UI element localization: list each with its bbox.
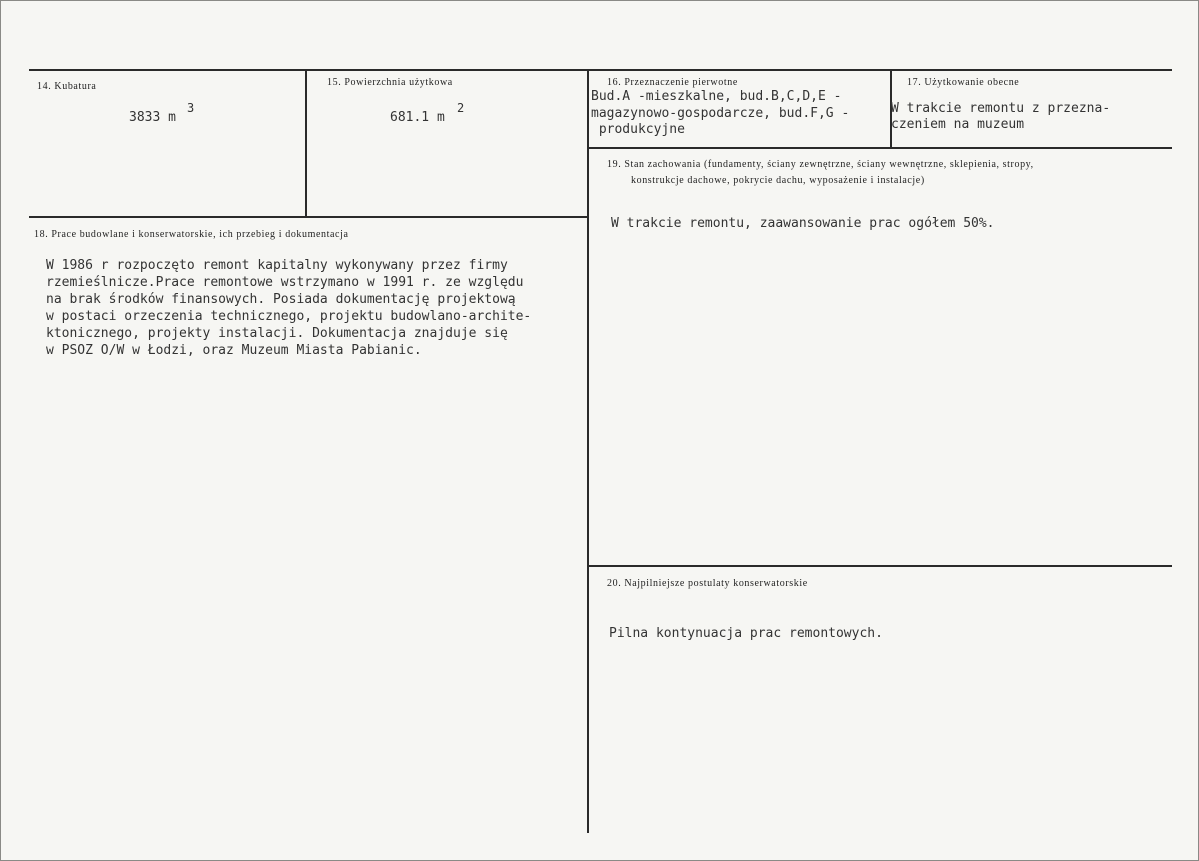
field-17-label: 17. Użytkowanie obecne [907, 77, 1020, 88]
field-16-label: 16. Przeznaczenie pierwotne [607, 77, 738, 88]
field-20-label: 20. Najpilniejsze postulaty konserwatorskie [607, 578, 808, 589]
main-column-divider [587, 69, 589, 833]
field-15-value: 681.1 m [390, 110, 445, 125]
field-16-line-2: magazynowo-gospodarcze, bud.F,G - [591, 106, 850, 121]
field-14-label: 14. Kubatura [37, 81, 97, 92]
rule-above-20 [589, 565, 1172, 567]
field-19-label-line-2: konstrukcje dachowe, pokrycie dachu, wyposażenie i instalacje) [631, 175, 925, 186]
field-18-line-3: na brak środków finansowych. Posiada dokumentację projektową [46, 292, 516, 307]
field-18-line-5: ktonicznego, projekty instalacji. Dokumentacja znajduje się [46, 326, 508, 341]
field-15-label: 15. Powierzchnia użytkowa [327, 77, 453, 88]
field-18-label: 18. Prace budowlane i konserwatorskie, ich przebieg i dokumentacja [34, 229, 349, 240]
rule-below-16-17 [589, 147, 1172, 149]
top-rule [29, 69, 1172, 71]
field-15-superscript: 2 [457, 101, 465, 115]
field-19-value: W trakcie remontu, zaawansowanie prac ogółem 50%. [611, 216, 995, 231]
field-17-line-2: czeniem na muzeum [891, 117, 1025, 132]
field-18-line-4: w postaci orzeczenia technicznego, projektu budowlano-archite- [46, 309, 532, 324]
field-19-label-line-1: 19. Stan zachowania (fundamenty, ściany zewnętrzne, ściany wewnętrzne, sklepienia, stropy, [607, 159, 1034, 170]
field-18-line-1: W 1986 r rozpoczęto remont kapitalny wykonywany przez firmy [46, 258, 508, 273]
field-18-line-6: w PSOZ O/W w Łodzi, oraz Muzeum Miasta Pabianic. [46, 343, 422, 358]
field-16-line-1: Bud.A -mieszkalne, bud.B,C,D,E - [591, 89, 842, 104]
rule-below-14-15 [29, 216, 589, 218]
field-17-line-1: W trakcie remontu z przezna- [891, 101, 1111, 116]
divider-14-15 [305, 69, 307, 216]
field-18-line-2: rzemieślnicze.Prace remontowe wstrzymano w 1991 r. ze względu [46, 275, 524, 290]
field-20-value: Pilna kontynuacja prac remontowych. [609, 626, 883, 641]
field-14-superscript: 3 [187, 101, 195, 115]
field-14-value: 3833 m [129, 110, 176, 125]
field-16-line-3: produkcyjne [591, 122, 685, 137]
